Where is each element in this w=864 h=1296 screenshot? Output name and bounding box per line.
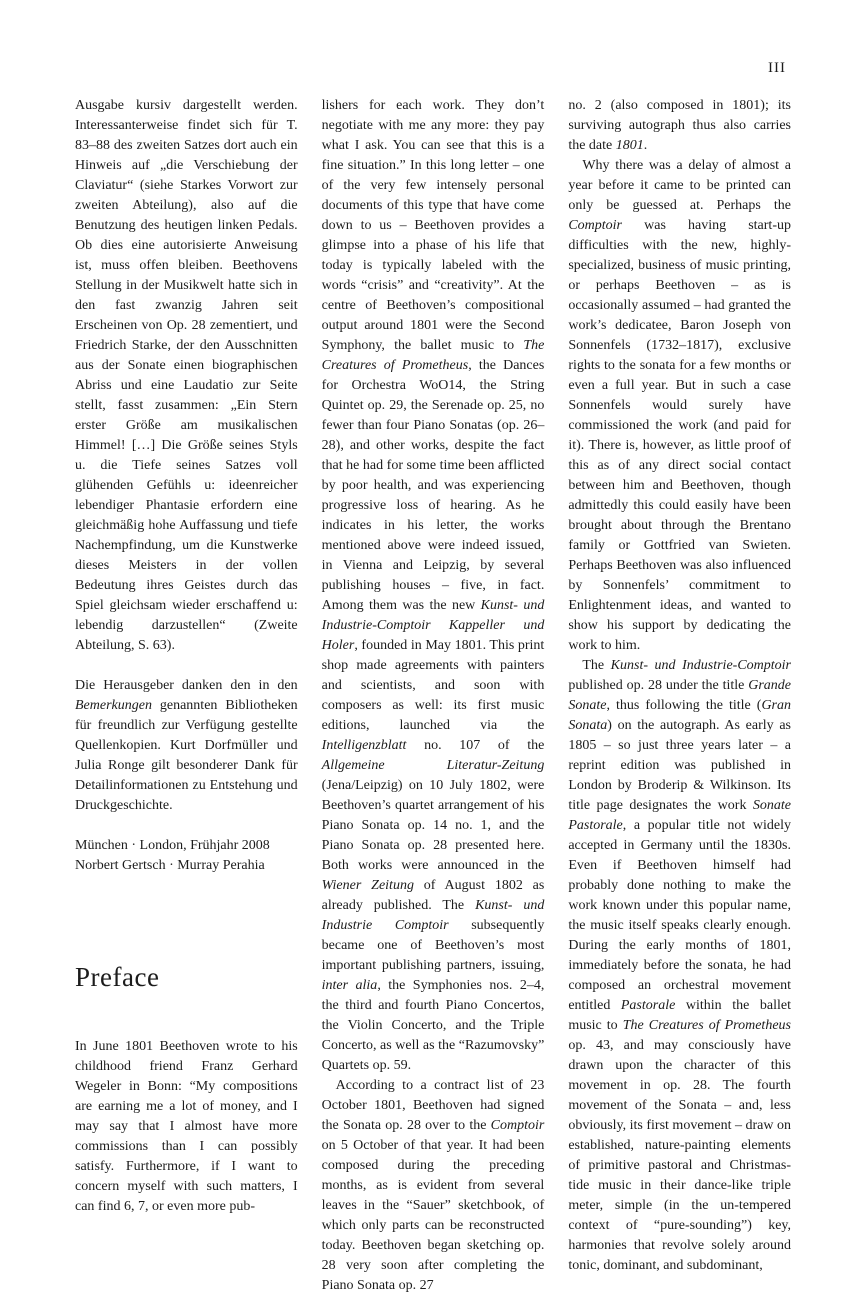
paragraph: Die Herausgeber danken den in den Bemerkungen genannten Bibliotheken für freundlich zur Verfügung gestellte Quellenkopien. Kurt Dorfmüller und Julia Ronge gilt besonderer Dank für Detailinformationen zu Entstehung und Druckgeschichte.	[75, 678, 298, 813]
imprint-line: Norbert Gertsch · Murray Perahia	[75, 858, 265, 873]
column-2	[322, 96, 545, 1296]
paragraph: Why there was a delay of almost a year before it came to be printed can only be guessed at. Perhaps the Comptoir was having start-up difficulties with the new, highly-specialized, business of music printing, or perhaps Beethoven – as is occasionally assumed – had granted the work’s dedicatee, Baron Joseph von Sonnenfels (1732–1817), exclusive rights to the sonata for a few months or even a full year. But in such a case Sonnenfels would surely have commissioned the work (and paid for it). There is, however, as little proof of this as of any direct social contact between him and Beethoven, though admittedly this could easily have been brought about through the Brentano family or Gottfried van Swieten. Perhaps Beethoven was also influenced by Sonnenfels’ commitment to Enlightenment ideas, and wanted to show his support by dedicating the work to him.	[568, 158, 791, 653]
column-1	[75, 96, 298, 1296]
preface-heading: Preface	[75, 962, 160, 992]
column-3	[568, 96, 791, 1296]
imprint-line: München · London, Frühjahr 2008	[75, 838, 270, 853]
paragraph: lishers for each work. They don’t negotiate with me any more: they pay what I ask. You can see that this is a fine situation.” In this long letter – one of the very few intensely personal documents of this type that have come down to us – Beethoven provides a glimpse into a phase of his life that today is typically labeled with the words “crisis” and “creativity”. At the centre of Beethoven’s compositional output around 1801 were the Second Symphony, the ballet music to The Creatures of Prometheus, the Dances for Orchestra WoO14, the String Quintet op. 29, the Serenade op. 25, no fewer than four Piano Sonatas (op. 26–28), and other works, despite the fact that he had for some time been afflicted by poor health, and was experiencing progressive loss of hearing. As he indicates in his letter, the works mentioned above were indeed issued, in Vienna and Leipzig, by several publishing houses – five, in fact. Among them was the new Kunst- und Industrie-Comptoir Kappeller und Holer, founded in May 1801. This print shop made agreements with painters and scientists, and soon with composers as well: its first music editions, launched via the Intelligenzblatt no. 107 of the Allgemeine Literatur-Zeitung (Jena/Leipzig) on 10 July 1802, were Beethoven’s quartet arrangement of his Piano Sonata op. 14 no. 1, and the Piano Sonata op. 28 presented here. Both works were announced in the Wiener Zeitung of August 1802 as already published. The Kunst- und Industrie Comptoir subsequently became one of Beethoven’s most important publishing partners, issuing, inter alia, the Symphonies nos. 2–4, the third and fourth Piano Concertos, the Violin Concerto, and the Triple Concerto, as well as the “Razumovsky” Quartets op. 59.	[321, 98, 545, 1073]
page-number: III	[768, 60, 786, 76]
paragraph: The Kunst- und Industrie-Comptoir published op. 28 under the title Grande Sonate, thus following the title (Gran Sonata) on the autograph. As early as 1805 – so just three years later – a reprint edition was published in London by Broderip & Wilkinson. Its title page designates the work Sonate Pastorale, a popular title not widely accepted in Germany until the 1830s. Even if Beethoven himself had probably done nothing to make the work known under this popular name, the music itself speaks clearly enough. During the early months of 1801, immediately before the sonata, he had composed an orchestral movement entitled Pastorale within the ballet music to The Creatures of Prometheus op. 43, and may consciously have drawn upon the character of this movement in op. 28. The fourth movement of the Sonata – and, less obviously, its first movement – draw on established, nature-painting elements of primitive pastoral and Christmas-tide music in their dance-like triple meter, simple (in the un-tempered context of “pure-sounding”) key, harmonies that revolve solely around tonic, dominant, and subdominant,	[568, 658, 792, 1273]
paragraph: In June 1801 Beethoven wrote to his childhood friend Franz Gerhard Wegeler in Bonn: “My compositions are earning me a lot of money, and I may say that I almost have more commissions than I can possibly satisfy. Furthermore, if I want to concern myself with such matters, I can find 6, 7, or even more pub-	[75, 1039, 298, 1214]
paragraph: no. 2 (also composed in 1801); its surviving autograph thus also carries the date 1801.	[568, 98, 791, 153]
imprint-block	[75, 836, 298, 876]
paragraph: Ausgabe kursiv dargestellt werden. Interessanterweise findet sich für T. 83–88 des zweiten Satzes dort auch ein Hinweis auf „die Verschiebung der Claviatur“ (siehe Starkes Vorwort zur zweiten Abteilung), also auf die Benutzung des heutigen linken Pedals. Ob dies eine autorisierte Anweisung ist, muss offen bleiben. Beethovens Stellung in der Musikwelt hatte sich in den fast zwanzig Jahren seit Erscheinen von Op. 28 zementiert, und Friedrich Starke, der den Ausschnitten aus der Sonate einen biographischen Abriss und eine Laudatio zur Seite stellt, fasst zusammen: „Ein Stern erster Größe am musikalischen Himmel! […] Die Größe seines Styls u. die Tiefe seines Satzes voll glühenden Gefühls u: ideenreicher lebendiger Phantasie erfordern eine gleichmäßig hohe Auffassung und tiefe Nachempfindung, um die Kunstwerke dieses Meisters in der vollen Bedeutung ihres Geistes durch das Spiel gleichsam wieder erschaffend u: lebendig darzustellen“ (Zweite Abteilung, S. 63).	[75, 98, 298, 653]
paragraph: According to a contract list of 23 October 1801, Beethoven had signed the Sonata op. 28 over to the Comptoir on 5 October of that year. It had been composed during the preceding months, as is evident from several leaves in the “Sauer” sketchbook, of which only parts can be reconstructed today. Beethoven began sketching op. 28 very soon after completing the Piano Sonata op. 27	[321, 1078, 545, 1293]
text-columns	[75, 96, 791, 1296]
